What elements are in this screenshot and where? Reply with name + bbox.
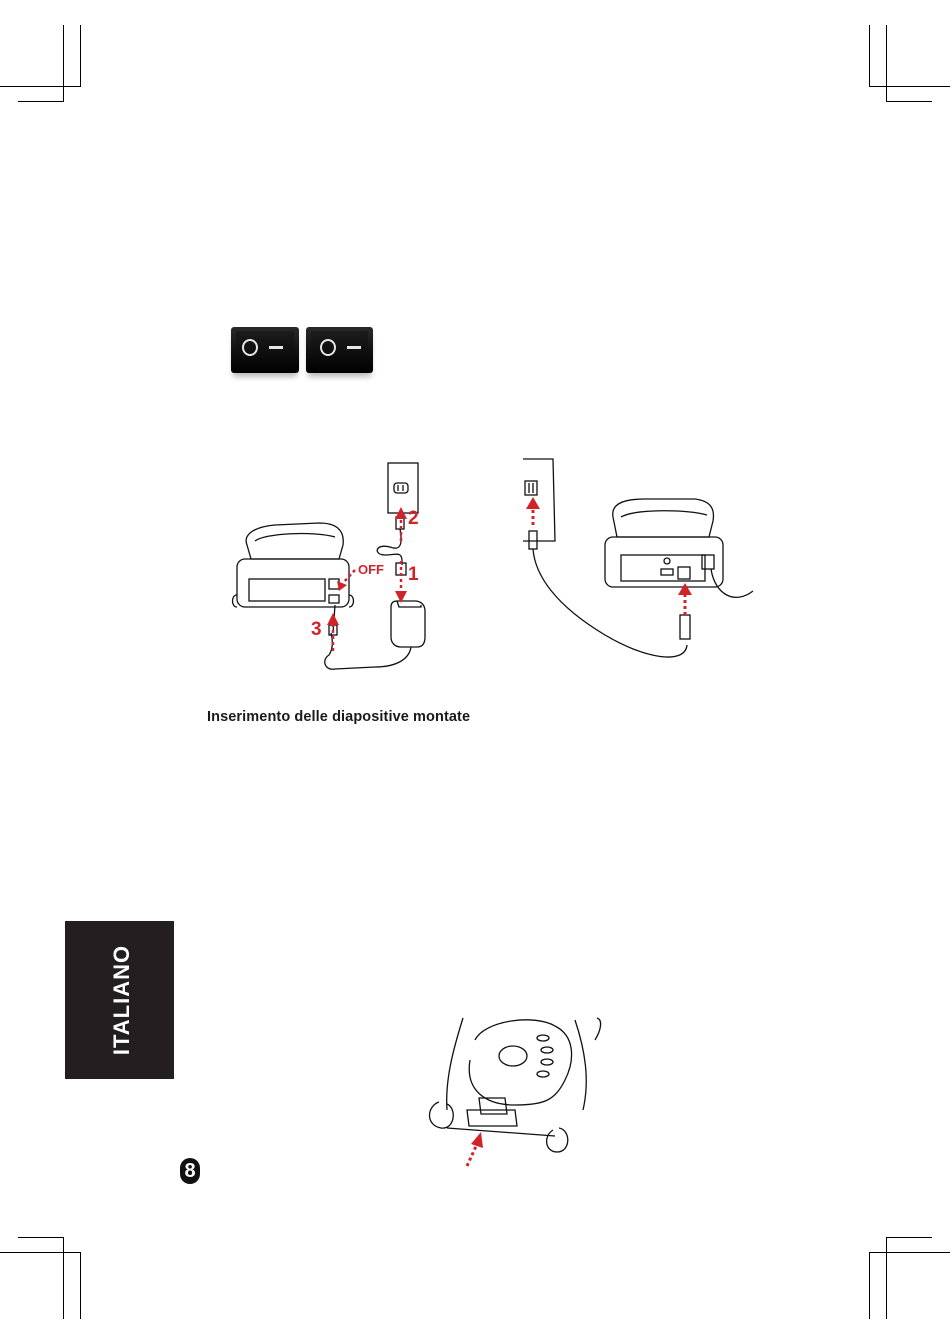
crop-mark-bottom-left-h2 (0, 1252, 80, 1253)
crop-mark-top-left-h (0, 86, 80, 87)
slide-insertion-illustration (425, 1010, 610, 1180)
section-heading: Inserimento delle diapositive montate (207, 709, 471, 725)
crop-mark-bottom-left-h (18, 1237, 64, 1238)
step-3-label: 3 (311, 619, 322, 640)
crop-mark-top-left-v (63, 25, 64, 101)
adapter-connection-illustration (225, 455, 465, 685)
power-switch-on-image (306, 327, 373, 373)
crop-mark-top-right-v2 (886, 25, 887, 101)
off-label: OFF (358, 562, 384, 577)
crop-mark-bottom-right-h (886, 1237, 932, 1238)
crop-mark-top-right-h (869, 86, 950, 87)
language-tab-label: ITALIANO (109, 944, 134, 1056)
crop-mark-bottom-left-v2 (80, 1252, 81, 1319)
step-1-label: 1 (408, 564, 419, 585)
crop-mark-top-right-h2 (886, 101, 932, 102)
crop-mark-bottom-right-h2 (869, 1252, 950, 1253)
crop-mark-top-right-v (869, 25, 870, 87)
step-2-label: 2 (408, 508, 419, 529)
crop-mark-top-left-h2 (18, 101, 64, 102)
crop-mark-bottom-right-v (869, 1252, 870, 1319)
usb-connection-illustration (515, 455, 760, 670)
crop-mark-bottom-left-v (63, 1237, 64, 1319)
power-switch-off-image (231, 327, 299, 373)
crop-mark-top-left-v2 (80, 25, 81, 87)
page-number: 8 (180, 1158, 200, 1184)
crop-mark-bottom-right-v2 (886, 1237, 887, 1319)
